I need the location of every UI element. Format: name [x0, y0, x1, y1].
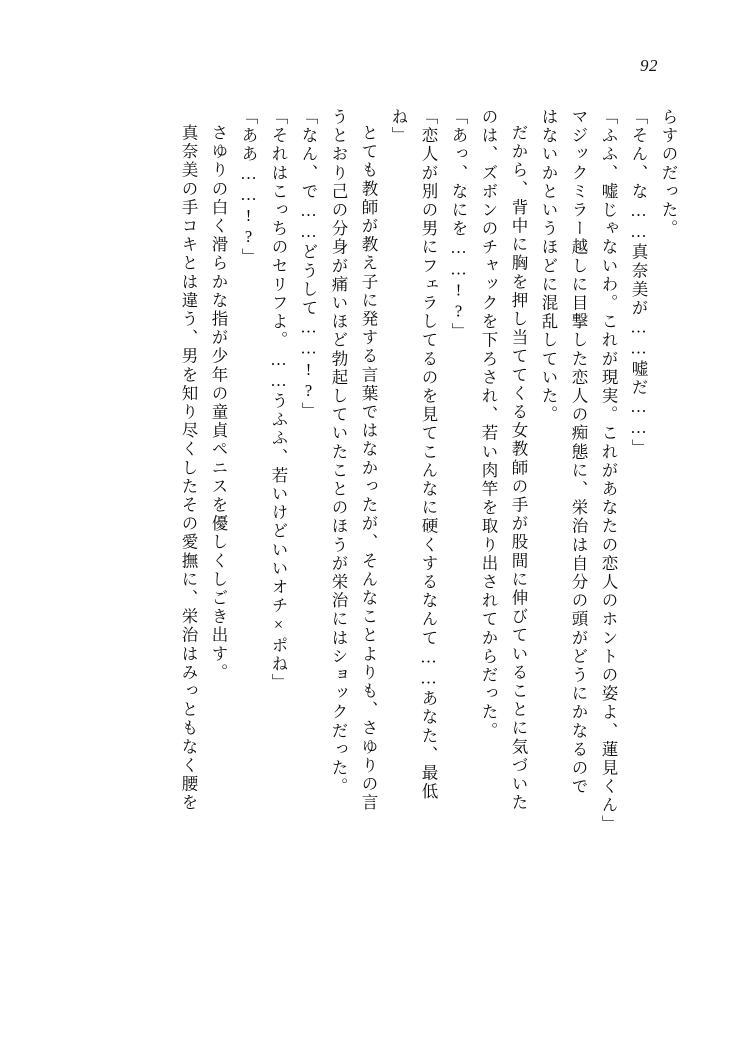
text-line: 「あっ、なにを……!?」: [449, 108, 468, 342]
text-line: らすのだった。: [659, 108, 678, 239]
text-line: だから、背中に胸を押し当ててくる女教師の手が股間に伸びていることに気づいた: [509, 124, 528, 813]
text-line: 「恋人が別の男にフェラしてるのを見てこんなに硬くするなんて……あなた、最低: [419, 108, 438, 802]
text-line: 「なん、で……どうして……!?」: [299, 108, 318, 421]
text-line: とても教師が教え子に発する言葉ではなかったが、そんなことよりも、さゆりの言: [359, 124, 378, 813]
text-line: 「そん、な……真奈美が……嘘だ……」: [629, 108, 648, 458]
text-line: のは、ズボンのチャックを下ろされ、若い肉竿を取り出されてからだった。: [479, 108, 498, 741]
text-line: 「ふふ、嘘じゃないわ。これが現実。これがあなたの恋人のホントの姿よ、蓮見くん」: [599, 108, 618, 834]
text-line: 「ああ……!?」: [239, 108, 258, 267]
text-line: うとおり己の分身が痛いほど勃起していたことのほうが栄治にはショックだった。: [329, 108, 348, 797]
vertical-text-block: [72, 108, 676, 960]
text-line: ね」: [389, 108, 408, 146]
text-line: 「それはこっちのセリフよ。……うふふ、若いけどいいオチ×ポね」: [269, 108, 288, 693]
text-line: 真奈美の手コキとは違う、男を知り尽くしたその愛撫に、栄治はみっともなく腰を: [179, 124, 198, 813]
text-line: マジックミラー越しに目撃した恋人の痴態に、栄治は自分の頭がどうにかなるので: [569, 108, 588, 797]
page-number: 92: [640, 56, 658, 75]
text-line: はないかというほどに混乱していた。: [539, 108, 558, 425]
text-line: さゆりの白く滑らかな指が少年の童貞ペニスを優しくしごき出す。: [209, 124, 228, 682]
